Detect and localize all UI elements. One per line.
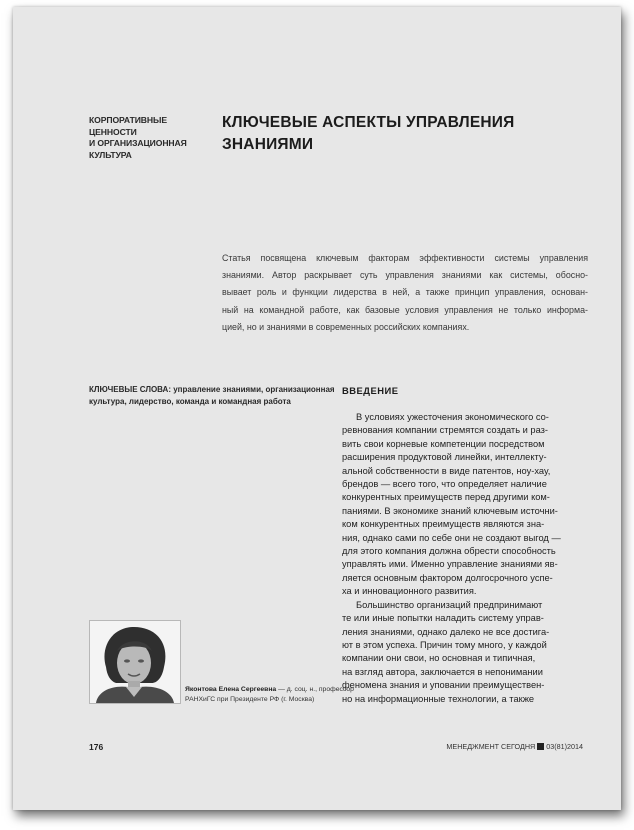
rubric-label: КОРПОРАТИВНЫЕ ЦЕННОСТИ И ОРГАНИЗАЦИОННАЯ КУЛЬТУРА xyxy=(89,115,187,160)
article-body xyxy=(342,411,584,706)
body-line: вить свои корневые компетенции посредством xyxy=(342,438,545,449)
journal-issue: 03(81)2014 xyxy=(546,742,583,751)
abstract xyxy=(222,250,588,336)
abstract-line: Статья посвящена ключевым факторам эффективности системы управления xyxy=(222,253,588,263)
journal-page xyxy=(13,7,621,810)
section-heading: ВВЕДЕНИЕ xyxy=(342,385,399,396)
body-line: ют в этом успеха. Причин тому много, у каждой xyxy=(342,639,547,650)
author-info xyxy=(185,685,354,705)
square-separator-icon xyxy=(537,743,544,750)
body-line: для этого компания должна обрести способность xyxy=(342,546,556,557)
keywords-line: культура, лидерство, команда и командная работа xyxy=(89,397,291,406)
body-line: но на информационные технологии, а также xyxy=(342,693,535,704)
abstract-line: цией, но и знаниями в современных российских компаниях. xyxy=(222,321,470,332)
body-line: Большинство организаций предпринимают xyxy=(356,599,543,610)
body-line: паниями. В экономике знаний ключевым источни- xyxy=(342,505,558,516)
body-line: расширения продуктовой линейки, интеллекту- xyxy=(342,452,547,463)
body-line: компании они свои, но основная и типичная, xyxy=(342,653,536,664)
body-line: ха и инновационного развития. xyxy=(342,586,477,597)
body-line: ревнования компании стремятся создать и раз- xyxy=(342,425,548,436)
body-line: альной собственности в виде патентов, ноу-хау, xyxy=(342,465,551,476)
abstract-line: вывает роль и функции лидерства в ней, а также принцип управления, основан- xyxy=(222,287,588,298)
page-number: 176 xyxy=(89,742,104,752)
body-line: конкурентных преимуществ перед другими ком- xyxy=(342,492,550,503)
body-line: управлять ими. Именно управление знаниями яв- xyxy=(342,559,558,570)
author-photo xyxy=(89,620,181,704)
article-title: КЛЮЧЕВЫЕ АСПЕКТЫ УПРАВЛЕНИЯ ЗНАНИЯМИ xyxy=(222,114,515,153)
body-line: брендов — всего того, что определяет наличие xyxy=(342,479,547,490)
body-line: ления знаниями, однако далеко не все достига- xyxy=(342,626,550,637)
journal-name: МЕНЕДЖМЕНТ СЕГОДНЯ xyxy=(446,742,536,751)
body-line: ком конкурентных преимуществ являются зна- xyxy=(342,519,545,530)
body-line: на взгляд автора, заключается в непонимании xyxy=(342,666,543,677)
body-line: те или иные попытки наладить систему управ- xyxy=(342,613,544,624)
author-degree: — д. соц. н., профессор xyxy=(276,686,354,693)
author-portrait-image xyxy=(90,621,180,703)
keywords xyxy=(89,384,335,408)
keywords-line: КЛЮЧЕВЫЕ СЛОВА: управление знаниями, организационная xyxy=(89,385,335,394)
body-line: феномена знания и уповании преимуществен- xyxy=(342,680,545,691)
abstract-line: знаниями. Автор раскрывает суть управления знаниями как системы, обосно- xyxy=(222,270,588,281)
body-line: ляется основным фактором долгосрочного успе- xyxy=(342,572,553,583)
author-affiliation: РАНХиГС при Президенте РФ (г. Москва) xyxy=(185,696,315,703)
journal-footer xyxy=(433,742,583,751)
body-line: ния, однако сами по себе они не создают выгод — xyxy=(342,532,561,543)
author-name: Яконтова Елена Сергеевна xyxy=(185,686,277,693)
abstract-line: ный на командной работе, как базовые условия управления не только информа- xyxy=(222,304,588,315)
body-line: В условиях ужесточения экономического со- xyxy=(356,412,549,422)
